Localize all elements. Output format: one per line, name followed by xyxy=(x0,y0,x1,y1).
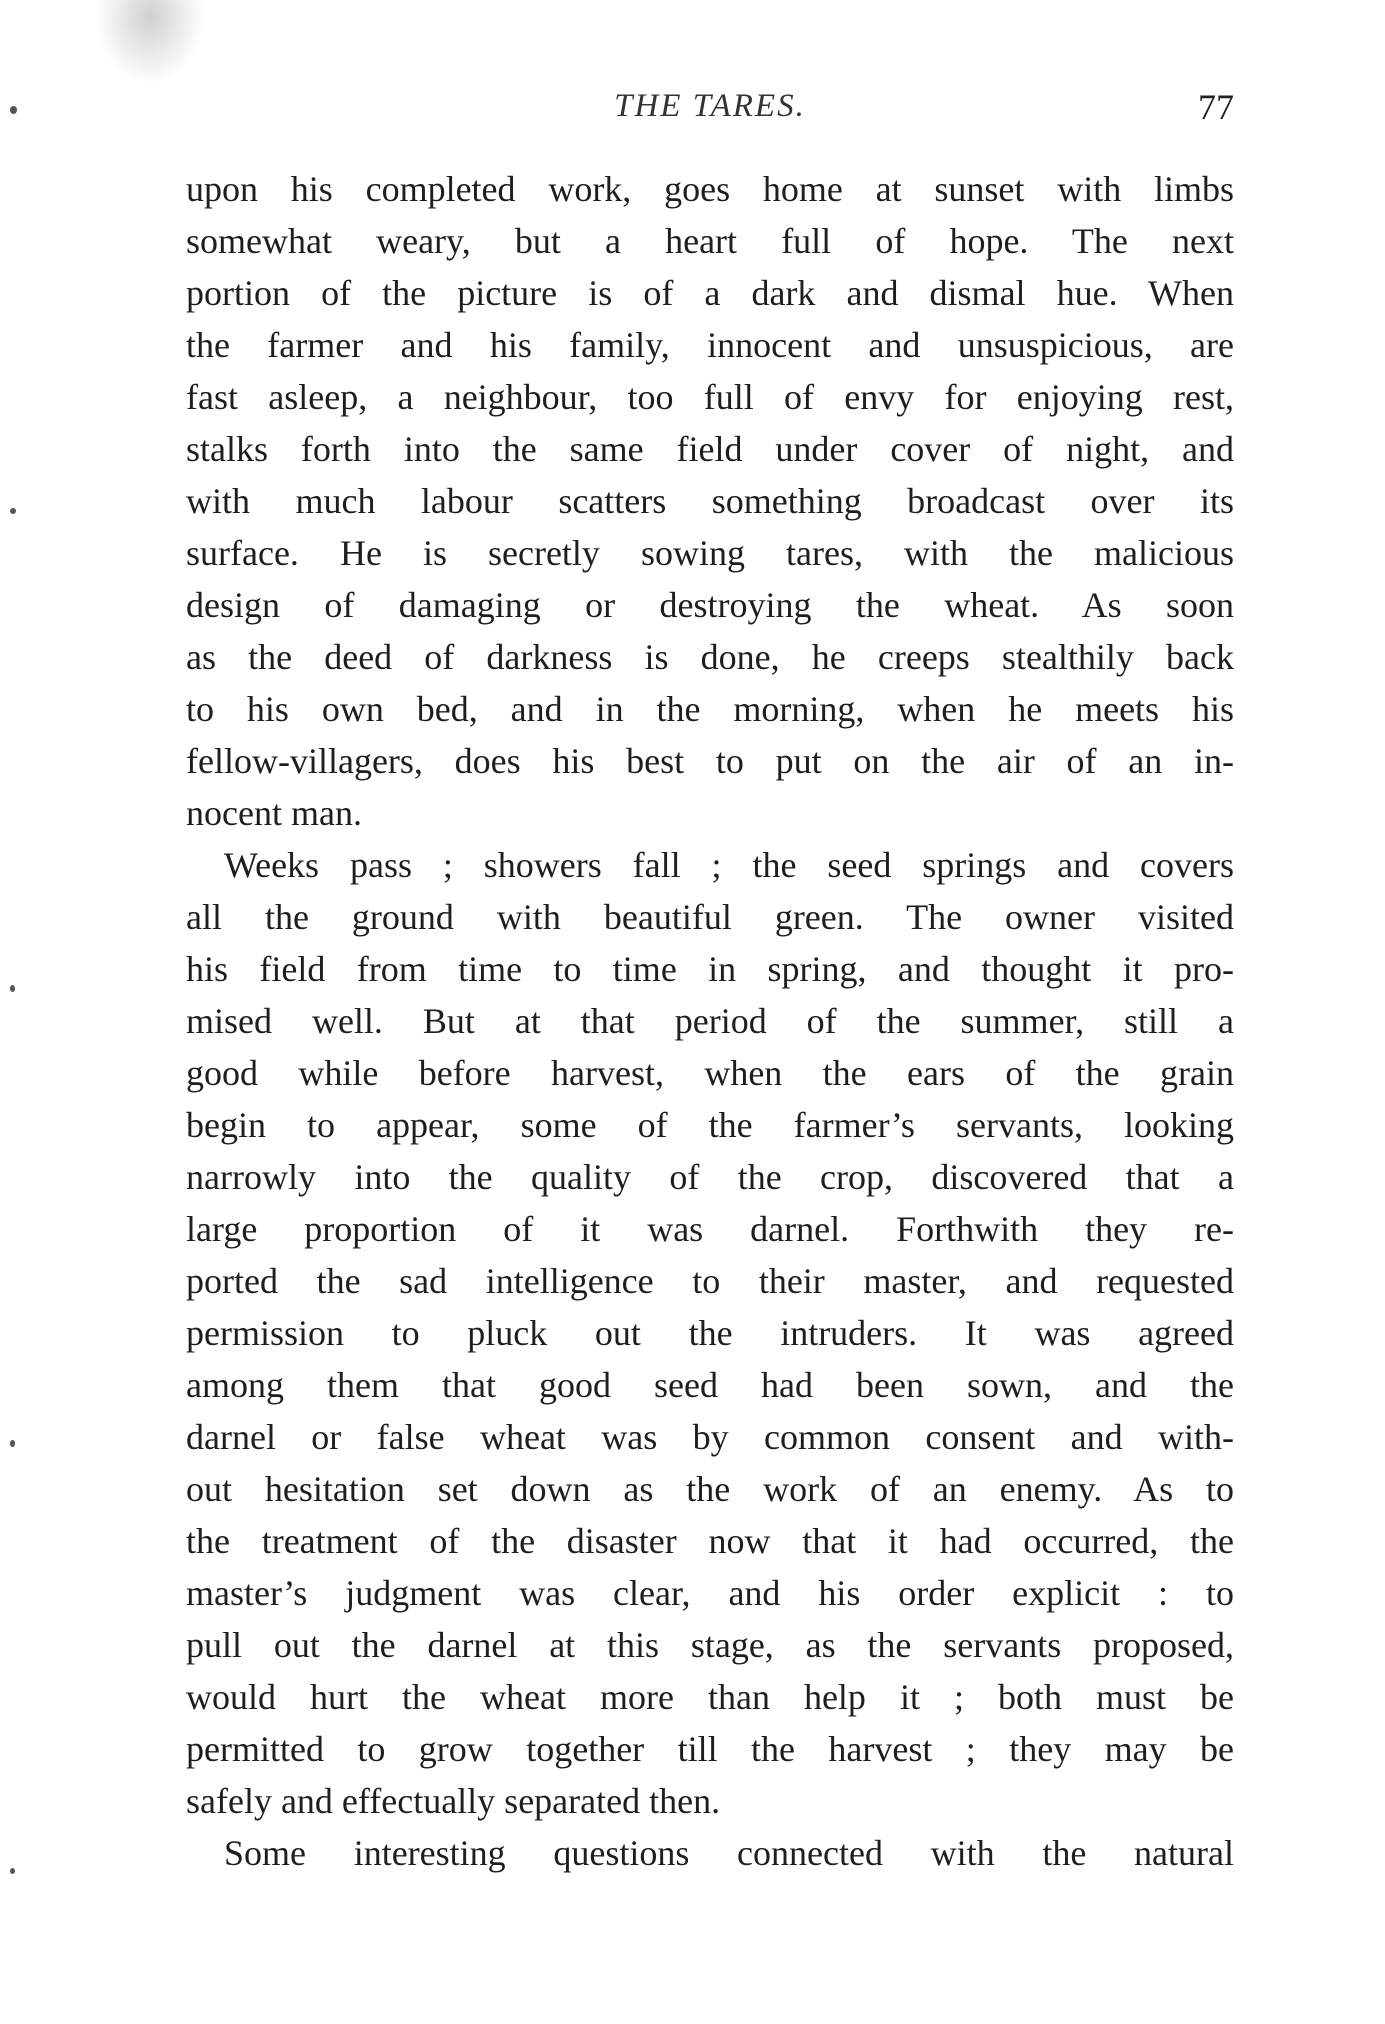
text-line: with much labour scatters something broadcast over its xyxy=(186,481,1234,521)
text-line: surface. He is secretly sowing tares, with the malicious xyxy=(186,533,1234,573)
paragraph-2 xyxy=(186,839,1234,1827)
text-line: narrowly into the quality of the crop, discovered that a xyxy=(186,1157,1234,1197)
text-line: safely and effectually separated then. xyxy=(186,1781,721,1821)
text-line: his field from time to time in spring, and thought it pro- xyxy=(186,949,1234,989)
page-number: 77 xyxy=(1198,87,1234,127)
text-line: all the ground with beautiful green. The owner visited xyxy=(186,897,1234,937)
text-line: the treatment of the disaster now that it had occurred, the xyxy=(186,1521,1234,1561)
text-line: nocent man. xyxy=(186,793,362,833)
scan-speck xyxy=(10,1440,15,1447)
text-line: Some interesting questions connected with the natural xyxy=(224,1833,1234,1873)
text-line: stalks forth into the same field under cover of night, and xyxy=(186,429,1234,469)
text-line: mised well. But at that period of the summer, still a xyxy=(186,1001,1234,1041)
text-line: would hurt the wheat more than help it ; both must be xyxy=(186,1677,1234,1717)
text-line: large proportion of it was darnel. Forthwith they re- xyxy=(186,1209,1234,1249)
running-head xyxy=(186,88,1234,138)
text-line: permission to pluck out the intruders. It was agreed xyxy=(186,1313,1234,1353)
paragraph-1 xyxy=(186,163,1234,839)
scan-smudge xyxy=(95,0,205,85)
text-line: ported the sad intelligence to their master, and requested xyxy=(186,1261,1234,1301)
text-line: as the deed of darkness is done, he creeps stealthily back xyxy=(186,637,1234,677)
body-text xyxy=(186,163,1234,1879)
scan-speck xyxy=(10,508,16,514)
text-line: master’s judgment was clear, and his order explicit : to xyxy=(186,1573,1234,1613)
paragraph-3 xyxy=(186,1827,1234,1879)
text-line: to his own bed, and in the morning, when he meets his xyxy=(186,689,1234,729)
scan-speck xyxy=(10,985,15,992)
text-line: pull out the darnel at this stage, as the servants proposed, xyxy=(186,1625,1234,1665)
text-line: out hesitation set down as the work of an enemy. As to xyxy=(186,1469,1234,1509)
text-line: the farmer and his family, innocent and unsuspicious, are xyxy=(186,325,1234,365)
scan-speck xyxy=(10,1868,15,1874)
scan-speck xyxy=(10,106,17,114)
text-line: permitted to grow together till the harvest ; they may be xyxy=(186,1729,1234,1769)
text-line: fellow-villagers, does his best to put on the air of an in- xyxy=(186,741,1234,781)
text-line: upon his completed work, goes home at sunset with limbs xyxy=(186,169,1234,209)
text-line: darnel or false wheat was by common consent and with- xyxy=(186,1417,1234,1457)
running-title: THE TARES. xyxy=(614,88,806,124)
text-line: somewhat weary, but a heart full of hope. The next xyxy=(186,221,1234,261)
text-line: portion of the picture is of a dark and dismal hue. When xyxy=(186,273,1234,313)
text-line: fast asleep, a neighbour, too full of envy for enjoying rest, xyxy=(186,377,1234,417)
text-line: begin to appear, some of the farmer’s servants, looking xyxy=(186,1105,1234,1145)
text-line: good while before harvest, when the ears of the grain xyxy=(186,1053,1234,1093)
text-line: among them that good seed had been sown, and the xyxy=(186,1365,1234,1405)
text-line: design of damaging or destroying the wheat. As soon xyxy=(186,585,1234,625)
text-line: Weeks pass ; showers fall ; the seed springs and covers xyxy=(224,845,1234,885)
